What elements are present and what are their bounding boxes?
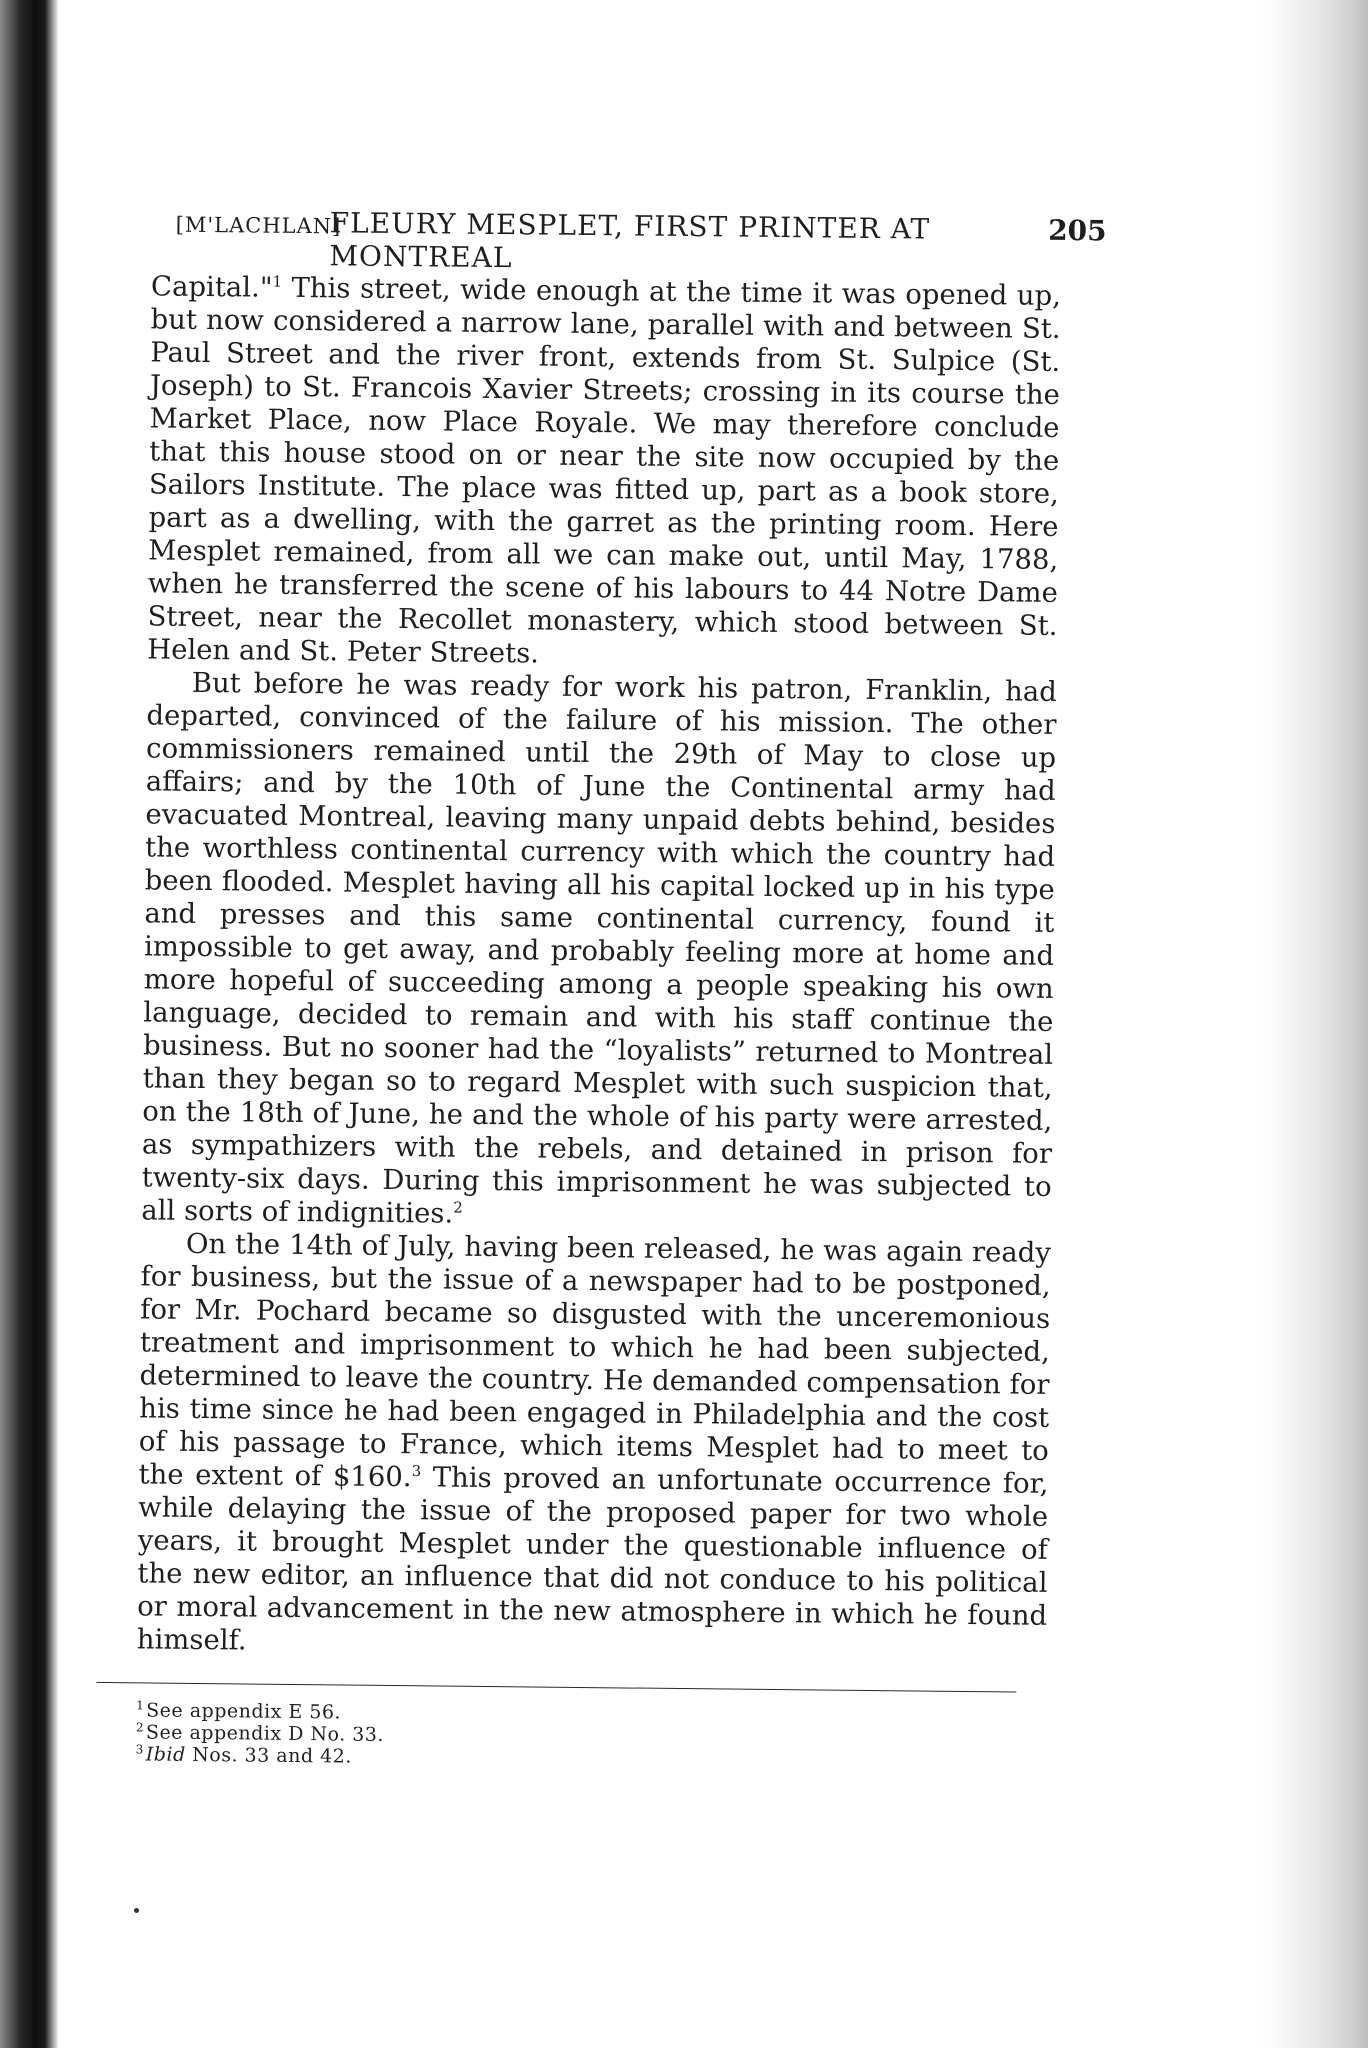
right-scan-edge [1258, 0, 1368, 2048]
header-author: [M'LACHLAN] [175, 212, 342, 239]
footnote-mark: 3 [135, 1742, 144, 1757]
paragraph-text: On the 14th of July, having been released, he was again ready for business, but the issue of a newspaper had to be postponed, for Mr. Pochard became so disgusted with the unceremonious treatment and imprisonment to which he had been subjected, determined to leave the country. He demanded compensation for his time since he had been engaged in Philadelphia and the cost of his passage to France, which items Mesplet had to meet to the extent of $160. [138, 1227, 1052, 1494]
paragraph-text: But before he was ready for work his patron, Franklin, had departed, convinced of the failure of his mission. The other commissioners remained until the 29th of May to close up affairs; and by the 10th of June the Continental army had evacuated Montreal, leaving many unpaid debts behind, besides the worthless continental currency with which the country had been flooded. Mesplet having all his capital locked up in his type and presses and this same continental currency, found it impossible to get away, and probably feeling more at home and more hopeful of succeeding among a people speaking his own language, decided to remain and with his staff continue the business. But no sooner had the “loyalists” returned to Montreal than they began so to regard Mesplet with such suspicion that, on the 18th of June, he and the whole of his party were arrested, as sympathizers with the rebels, and detained in prison for twenty-six days. During this imprisonment he was subjected to all sorts of indignities. [141, 666, 1057, 1230]
footnote-mark: 2 [135, 1720, 145, 1735]
footnote-text: See appendix D No. 33. [145, 1721, 385, 1746]
footnotes [136, 1699, 1057, 1775]
header-title: FLEURY MESPLET, FIRST PRINTER AT MONTREAL [329, 206, 931, 275]
paragraph-text: This street, wide enough at the time it was opened up, but now considered a narrow lane, parallel with and between St. Paul Street and the river front, extends from St. Sulpice (St. Joseph) to St. Francois Xavier Streets; crossing in its course the Market Place, now Place Royale. We may therefore conclude that this house stood on or near the site now occupied by the Sailors Institute. The place was fitted up, part as a book store, part as a dwelling, with the garret as the printing room. Here Mesplet remained, from all we can make out, until May, 1788, when he transferred the scene of his labours to 44 Notre Dame Street, near the Recollet monastery, which stood between St. Helen and St. Peter Streets. [147, 271, 1062, 670]
footnote-marker: 2 [453, 1198, 463, 1217]
footnote-text: See appendix E 56. [146, 1699, 342, 1724]
left-scan-edge [0, 0, 58, 2048]
page-number: 205 [1048, 213, 1107, 248]
paragraph [141, 666, 1057, 1236]
footnote-rule [96, 1682, 1016, 1693]
footnote-marker: 3 [411, 1462, 422, 1481]
book-page [95, 190, 1107, 1840]
footnote-italic: Ibid [145, 1743, 186, 1766]
footnote-marker: 1 [272, 272, 283, 291]
margin-mark [134, 1908, 139, 1913]
running-header [111, 190, 1107, 275]
paragraph-text: Capital." [150, 270, 273, 304]
footnote-text: Nos. 33 and 42. [185, 1743, 352, 1768]
body-text [137, 270, 1061, 1665]
paragraph [137, 1227, 1051, 1666]
paragraph-text: This proved an unfortunate occurrence for, while delaying the issue of the proposed paper for two whole years, it brought Mesplet under the questionable influence of the new editor, an influence that did not conduce to his political or moral advancement in the new atmosphere in which he found himself. [136, 1461, 1049, 1657]
footnote-mark: 1 [136, 1698, 145, 1713]
paragraph [147, 270, 1061, 676]
